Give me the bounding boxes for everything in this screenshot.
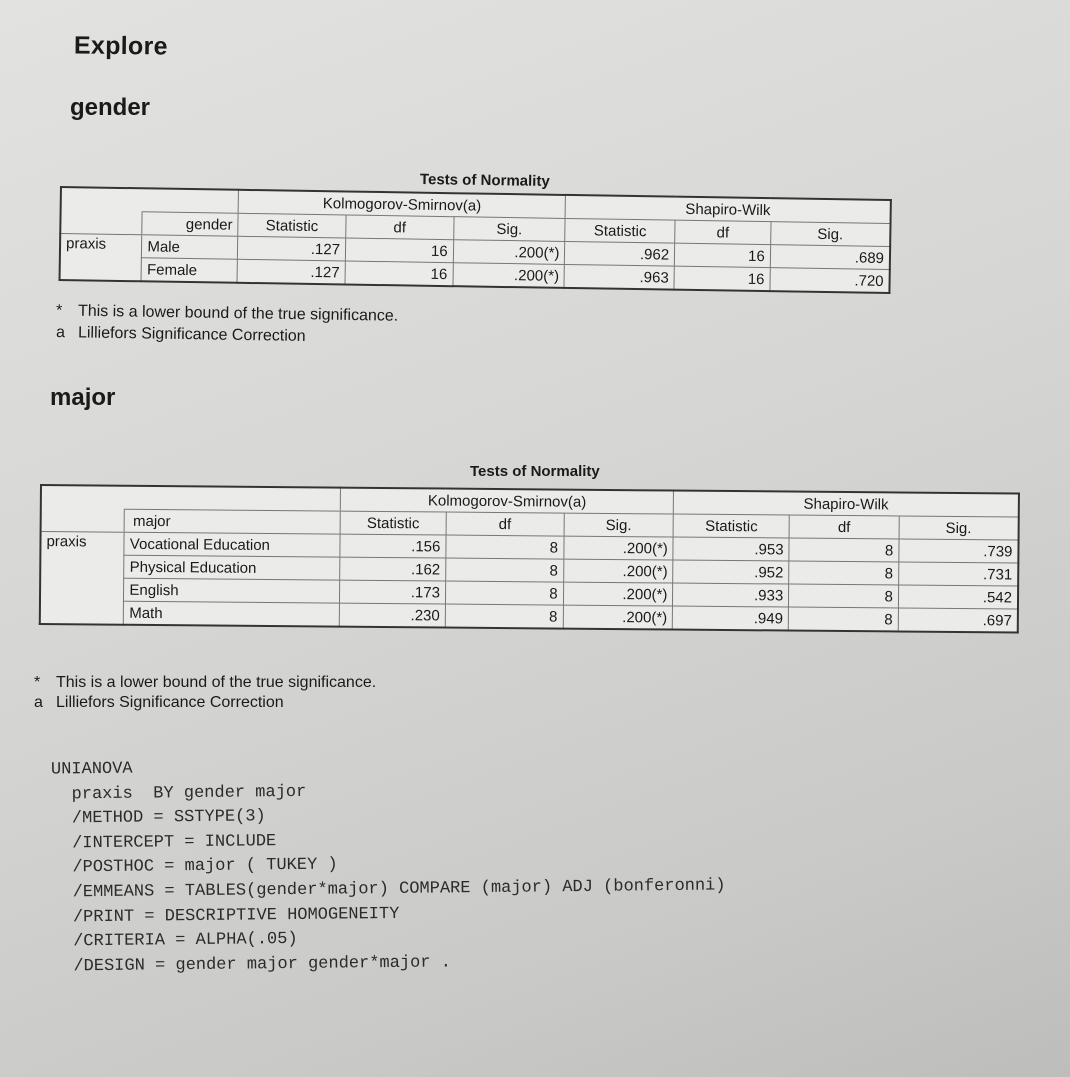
- syntax-line: /POSTHOC = major ( TUKEY ): [51, 855, 338, 878]
- footnote-a-mark: a: [55, 324, 66, 342]
- sw-header: Shapiro-Wilk: [674, 491, 1019, 518]
- header-blank: [61, 187, 239, 213]
- sw-df: 8: [789, 584, 899, 608]
- col-sw-statistic: Statistic: [673, 514, 789, 538]
- gender-heading: gender: [70, 94, 151, 121]
- row-level: English: [124, 578, 340, 603]
- sw-statistic: .963: [564, 264, 674, 289]
- sw-df: 16: [674, 243, 770, 267]
- col-ks-sig: Sig.: [453, 217, 565, 242]
- sw-statistic: .962: [565, 241, 675, 266]
- syntax-line: UNIANOVA: [50, 759, 133, 780]
- sw-df: 8: [788, 607, 898, 631]
- syntax-line: /METHOD = SSTYPE(3): [51, 807, 266, 829]
- footnote-star: * This is a lower bound of the true significance.: [55, 302, 399, 325]
- ks-statistic: .127: [238, 236, 346, 261]
- sw-df: 16: [674, 266, 770, 291]
- explore-title: Explore: [73, 31, 168, 61]
- ks-statistic: .127: [237, 259, 345, 284]
- col-sw-sig: Sig.: [770, 222, 890, 247]
- sw-header: Shapiro-Wilk: [565, 195, 890, 224]
- col-ks-statistic: Statistic: [238, 213, 346, 238]
- sw-sig: .542: [898, 585, 1018, 609]
- ks-df: 16: [345, 261, 453, 286]
- header-blank-dv: [60, 211, 142, 235]
- syntax-line: praxis BY gender major: [51, 782, 307, 805]
- sw-sig: .689: [770, 245, 890, 270]
- col-sw-statistic: Statistic: [565, 218, 675, 243]
- ks-df: 8: [446, 535, 564, 559]
- ks-df: 8: [446, 558, 564, 582]
- sw-df: 8: [789, 561, 899, 585]
- footnote-star: * This is a lower bound of the true significance.: [34, 674, 377, 691]
- col-sw-df: df: [789, 515, 899, 539]
- group-label: major: [124, 509, 340, 534]
- ks-sig: .200(*): [453, 240, 565, 265]
- ks-df: 16: [345, 238, 453, 263]
- ks-header: Kolmogorov-Smirnov(a): [340, 488, 673, 514]
- major-heading: major: [50, 384, 116, 411]
- gender-normality-table: [59, 186, 892, 294]
- footnote-a: a Lilliefors Significance Correction: [55, 324, 306, 345]
- syntax-line: /CRITERIA = ALPHA(.05): [52, 930, 298, 952]
- ks-statistic: .173: [340, 580, 446, 604]
- sw-statistic: .933: [673, 583, 789, 607]
- col-ks-df: df: [346, 215, 454, 240]
- syntax-line: /EMMEANS = TABLES(gender*major) COMPARE (major) ADJ (bonferonni): [52, 876, 726, 903]
- footnote-a-mark: a: [34, 694, 43, 711]
- ks-sig: .200(*): [563, 582, 673, 606]
- col-ks-sig: Sig.: [564, 513, 674, 537]
- dv-label: praxis: [40, 532, 125, 625]
- sw-sig: .697: [898, 608, 1018, 633]
- sw-sig: .739: [899, 539, 1019, 563]
- row-level: Female: [141, 258, 237, 283]
- row-level: Physical Education: [124, 555, 340, 580]
- gender-table-title: Tests of Normality: [419, 170, 550, 191]
- footnote-star-mark: *: [34, 674, 41, 691]
- footnote-a: a Lilliefors Significance Correction: [34, 694, 284, 711]
- ks-df: 8: [445, 604, 563, 629]
- col-ks-df: df: [446, 512, 564, 536]
- unianova-syntax: [51, 751, 727, 979]
- row-level: Vocational Education: [124, 532, 340, 557]
- syntax-line: /DESIGN = gender major gender*major .: [52, 953, 451, 977]
- ks-sig: .200(*): [563, 605, 673, 629]
- row-level: Male: [142, 235, 238, 260]
- ks-sig: .200(*): [453, 263, 565, 288]
- sw-sig: .720: [770, 268, 890, 293]
- header-blank-dv: [41, 509, 125, 533]
- sw-statistic: .949: [673, 606, 789, 631]
- group-label: gender: [142, 212, 238, 237]
- sw-statistic: .952: [673, 560, 789, 584]
- syntax-line: /INTERCEPT = INCLUDE: [51, 831, 277, 854]
- dv-label: praxis: [60, 234, 143, 282]
- major-table-title: Tests of Normality: [470, 463, 600, 480]
- major-normality-table: [39, 484, 1020, 634]
- header-blank: [41, 485, 341, 511]
- syntax-line: /PRINT = DESCRIPTIVE HOMOGENEITY: [52, 904, 400, 928]
- sw-statistic: .953: [673, 537, 789, 561]
- ks-sig: .200(*): [563, 536, 673, 560]
- col-sw-df: df: [675, 220, 771, 244]
- ks-df: 8: [445, 581, 563, 605]
- ks-header: Kolmogorov-Smirnov(a): [238, 190, 566, 219]
- ks-statistic: .162: [340, 557, 446, 581]
- sw-sig: .731: [898, 562, 1018, 586]
- row-level: Math: [124, 601, 340, 626]
- col-sw-sig: Sig.: [899, 516, 1019, 540]
- sw-df: 8: [789, 538, 899, 562]
- col-ks-statistic: Statistic: [340, 511, 446, 535]
- ks-statistic: .156: [340, 534, 446, 558]
- footnote-star-mark: *: [55, 302, 63, 320]
- ks-statistic: .230: [339, 603, 445, 627]
- ks-sig: .200(*): [563, 559, 673, 583]
